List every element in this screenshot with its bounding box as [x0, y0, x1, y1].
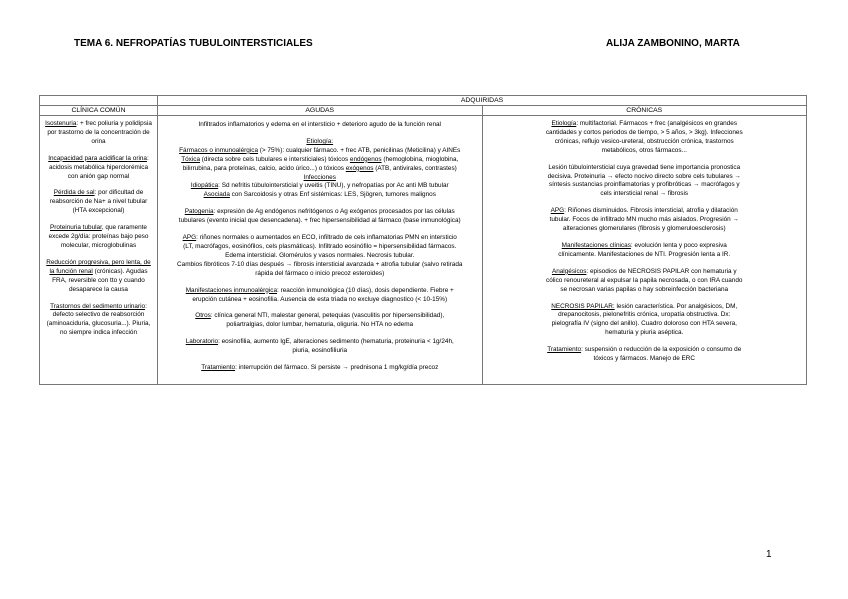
cronicas-tratamiento: Tratamiento: suspensión o reducción de la exposición o consumo de tóxicos y fármacos. Manejo de ERC — [547, 346, 742, 363]
clinica-item: Incapacidad para acidificar la orina: acidosis metabólica hiperclorémica con anión gap normal — [48, 154, 149, 180]
clinica-item: Pérdida de sal: por dificultad de reabsorción de Na+ a nivel tubular (HTA excepcional) — [49, 189, 148, 215]
agudas-intro: Infiltrados inflamatorios y edema en el intersticio + deterioro agudo de la función renal — [198, 121, 441, 128]
clinica-item: Isostenuria: + frec poliuria y polidipsia por trastorno de la concentración de orina — [45, 120, 152, 145]
agudas-otros: Otros: clínica general NTI, malestar general, petequias (vasculitis por hipersensibilidad), poliartralgias, dolor lumbar, hematuria, oliguria. No HTA no edema — [195, 312, 445, 329]
agudas-etiologia: Etiología: Fármacos o inmunoalérgica (> 75%): cualquier fármaco. + frec ATB, penicilinas (Meticilina) y AINEs Tóxica (directa sobre cels tubulares e intersticiales) tóxicos endógenos (hemoglobina, mioglobina, bilirrubina, para proteínas, calcio, acido úrico...) o tóxicos exógenos (ATB, antivirales, contrastes) Infecciones Idiopática: Sd nefritis túbulointersticial y uveitis (TINU), y nefropatías por Ac anti MB tubular Asociada con Sarcoidosis y otras Enf sistémicas: LES, Sjögren, tumores malignos — [179, 137, 461, 199]
agudas-cell — [158, 116, 483, 385]
agudas-apg: APG: riñones normales o aumentados en ECO, infiltrado de cels inflamatorias PMN en intersticio (LT, macrófagos, eosinófilos, cels plasmáticas). Infiltrado eosinófilo = hipersensibilidad fármacos. Edema intersticial. Glomérulos y vasos normales. Necrosis tubular. Cambios fibróticos 7-10 días después → fibrosis intersticial avanzada + atrofia tubular (salvo retirada rápida del fármaco o inicio precoz esteroides) — [177, 234, 463, 277]
cronicas-necrosis-papilar: NECROSIS PAPILAR: lesión característica. Por analgésicos, DM, drepanocitosis, pielonefritis crónica, uropatía obstructiva. Dx: pielografía IV (signo del anillo). Cuadro doloroso con HTA severa, hematuria y piuria aséptica. — [551, 302, 738, 337]
cronicas-cell — [482, 116, 807, 385]
clinica-item: Trastornos del sedimento urinario: defecto selectivo de reabsorción (aminoaciduria, glucosuria...). Piuria, no siempre indica infección — [46, 302, 151, 337]
clinica-item: Proteinuria tubular, que raramente excede 2g/día: proteínas bajo peso molecular, microglobulinas — [48, 224, 149, 249]
cronicas-analgesicos: Analgésicos: episodios de NECROSIS PAPILAR con hematuria y cólico renoureteral al expulsar la papila necrosada, o con IRA cuando se necrosan varias papilas o hay sobreinfección bacteriana — [546, 267, 743, 293]
document-title: TEMA 6. NEFROPATÍAS TUBULOINTERSTICIALES — [74, 38, 313, 49]
agudas-tratamiento: Tratamiento: interrupción del fármaco. Si persiste → prednisona 1 mg/kg/día precoz — [201, 364, 439, 372]
cronicas-apg: APG: Riñones disminuidos. Fibrosis intersticial, atrofia y dilatación tubular. Focos de infiltrado MN mucho más aislados. Progresión → alteraciones glomerulares (fibrosis y glomeruloesclerosis) — [549, 207, 739, 233]
col-header-cronicas: CRÓNICAS — [482, 106, 807, 116]
nefropatias-table — [39, 95, 807, 385]
adquiridas-header: ADQUIRIDAS — [158, 96, 807, 106]
cronicas-etiologia: Etiología: multifactorial. Fármacos + frec (analgésicos en grandes cantidades y cortos periodos de tiempo, > 5 años, > 3kg). Infecciones crónicas, reflujo vesico-ureteral, obstrucción crónica, trastornos metabólicos, otros fármacos... — [545, 120, 743, 154]
agudas-manifestaciones: Manifestaciones inmunoalérgica: reacción inmunológica (10 días), dosis dependiente. Fiebre + erupción cutánea + eosinofilia. Ausencia de esta triada no excluye diagnostico (< 10-15%) — [185, 286, 454, 303]
agudas-patogenia: Patogenia: expresión de Ag endógenos nefritógenos o Ag exógenos procesados por las células tubulares (evento inicial que desencadena). + frec hipersensibilidad al fármaco (base inmunológica) — [178, 208, 461, 225]
col-header-agudas: AGUDAS — [158, 106, 483, 116]
clinica-comun-cell — [40, 116, 158, 385]
agudas-laboratorio: Laboratorio: eosinofilia, aumento IgE, alteraciones sedimento (hematuria, proteinuria < 1g/24h, piuria, eosinofiliuria — [185, 338, 454, 355]
page-number: 1 — [766, 549, 772, 560]
clinica-item: Reducción progresiva, pero lenta, de la función renal (crónicas). Agudas FRA, reversible con tto y cuando desaparece la causa — [46, 258, 151, 293]
col-header-clinica-comun: CLÍNICA COMÚN — [40, 106, 158, 116]
empty-corner-cell — [40, 96, 158, 106]
author-name: ALIJA ZAMBONINO, MARTA — [606, 38, 740, 49]
cronicas-lesion: Lesión túbulointersticial cuya gravedad tiene importancia pronostica decisiva. Proteinuria → efecto nocivo directo sobre cels tubulares → síntesis sustancias proinflamatorias y profibróticas → macrófagos y cels intersticial renal → fibrosis — [547, 163, 741, 198]
cronicas-manifestaciones: Manifestaciones clínicas: evolución lenta y poco expresiva clínicamente. Manifestaciones de NTI. Progresión lenta a IR. — [558, 241, 731, 258]
